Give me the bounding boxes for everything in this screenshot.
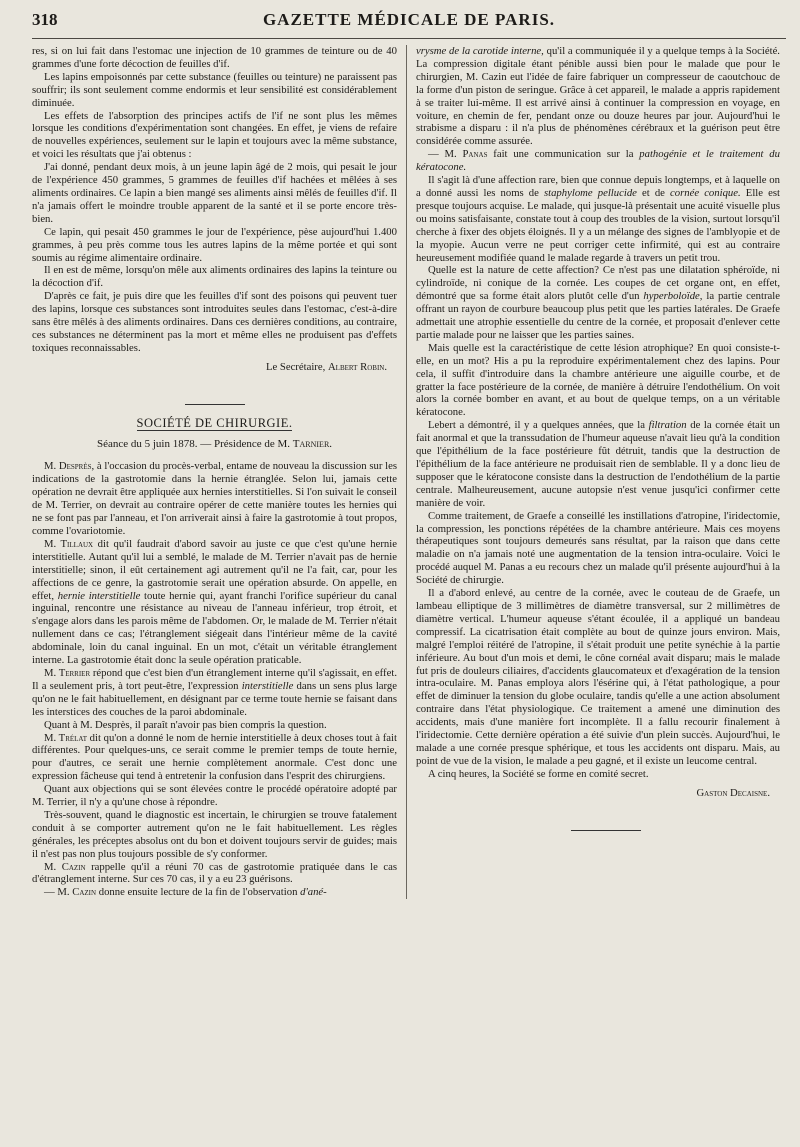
paragraph: Les lapins empoisonnés par cette substance (feuilles ou teinture) ne paraissent pas souffrir; ils sont seulement comme endormis et leur sensibilité est considérablement diminuée.	[32, 70, 397, 109]
paragraph: M. Cazin rappelle qu'il a réuni 70 cas de gastrotomie pratiquée dans le cas d'étranglement interne. Sur ces 70 cas, il y a eu 23 guérisons.	[32, 860, 397, 886]
two-column-body	[32, 45, 786, 899]
paragraph: M. Tillaux dit qu'il faudrait d'abord savoir au juste ce que c'est qu'une hernie interstitielle. Autant qu'il lui a semblé, le malade de M. Terrier n'avait pas de hernie interstitielle; sinon, il eût certainement agi autrement qu'il ne l'a fait, car, pour les affections de ce genre, la gastrotomie serait une opération absurde. On appelle, en effet, hernie interstitielle toute hernie qui, ayant franchi l'orifice supérieur du canal inguinal, rencontre une résistance au niveau de l'anneau inférieur, trop étroit, et s'engage alors dans les parois même de l'abdomen. Or, le malade de M. Terrier n'était nullement dans ce cas; l'étranglement siégeait dans l'intérieur même de la cavité abdominale, loin du canal inguinal. En un mot, c'était un véritable étranglement interne. La gastrotomie était donc la seule opération praticable.	[32, 537, 397, 667]
paragraph: Les effets de l'absorption des principes actifs de l'if ne sont plus les mêmes lorsque les conditions d'expérimentation sont changées. En effet, je viens de refaire de nouvelles expériences, seulement sur le lapin et toujours avec la même substance, et voici les résultats que j'ai obtenus :	[32, 109, 397, 161]
right-column	[406, 45, 780, 899]
author-signature: Gaston Decaisne.	[696, 786, 770, 799]
paragraph: Très-souvent, quand le diagnostic est incertain, le chirurgien se trouve fatalement conduit à se comporter autrement qu'on ne le fait habituellement. Les règles générales, les préceptes absolus ont du bon et doivent toujours servir de guides; mais il n'est pas non plus toujours possible de s'y conformer.	[32, 808, 397, 860]
paragraph: Quant à M. Desprès, il paraît n'avoir pas bien compris la question.	[44, 718, 327, 731]
journal-title: GAZETTE MÉDICALE DE PARIS.	[262, 10, 556, 29]
paragraph: Il s'agit là d'une affection rare, bien que connue depuis longtemps, et à laquelle on a donné aussi les noms de staphylome pellucide et de cornée conique. Elle est presque toujours acquise. Le malade, qui jusque-là présentait une acuité visuelle plus ou moins satisfaisante, constate tout à coup des troubles de la vision, surtout lorsqu'il cherche à fixer des objets éloignés. Il y a un mélange des signes de l'amblyopie et de la myopie. Aucun verre ne peut corriger cette infirmité, qui est au contraire heureusement modifiée quand le malade regarde à travers un petit trou.	[416, 174, 780, 264]
paragraph: Comme traitement, de Graefe a conseillé les instillations d'atropine, l'iridectomie, la compression, les ponctions répétées de la chambre antérieure. Mais ces moyens thérapeutiques sont toujours demeurés sans résultat, par la raison que dans cette maladie on n'a jamais noté une augmentation de la tension intra-oculaire. Voici le procédé auquel M. Panas a eu recours chez un malade qu'il présente aujourd'hui à la Société de chirurgie.	[416, 509, 780, 587]
paragraph: Il en est de même, lorsqu'on mêle aux aliments ordinaires des lapins la teinture ou la décoction d'if.	[32, 264, 397, 290]
paragraph: J'ai donné, pendant deux mois, à un jeune lapin âgé de 2 mois, qui pesait le jour de l'expérience 450 grammes, 5 grammes de feuilles d'if hachées et mêlées à ses aliments ordinaires. Ce lapin a bien mangé ses aliments ainsi mêlés de feuilles d'if. Il n'a jamais offert le moindre trouble apparent de la santé et il se porte encore très-bien.	[32, 161, 397, 225]
paragraph: Lebert a démontré, il y a quelques années, que la filtration de la cornée était un fait anormal et que la transsudation de l'humeur aqueuse n'avait lieu qu'à la condition que l'épithélium de la face postérieure fût détruit, tandis que la destruction de l'épithélium de la face antérieure ne produisait rien de semblable. Il y a donc lieu de supposer que le kératocone consiste dans la destruction de l'endothélium de la partie centrale. Malheureusement, aucune autopsie n'est venue jusqu'ici confirmer cette manière de voir.	[416, 419, 780, 509]
seance-line: Séance du 5 juin 1878. — Présidence de M. Tarnier.	[96, 437, 333, 450]
paragraph: Quelle est la nature de cette affection? Ce n'est pas une dilatation sphéroïde, ni cylindroïde, ni conique de la cornée. Les coupes de cet organe ont, en effet, démontré que sa forme était alors plutôt celle d'un hyperboloïde, la partie centrale offrant un rayon de courbure beaucoup plus petit que les parties latérales. De Graefe admettait une atrophie essentielle du centre de la cornée, et proposait d'enlever cette partie malade pour ne laisser que les parties saines.	[416, 264, 780, 341]
page-header	[32, 10, 786, 39]
paragraph: vrysme de la carotide interne, qu'il a communiquée il y a quelque temps à la Société. La compression digitale étant pénible aussi bien pour le malade que pour le chirurgien, M. Cazin eut l'idée de faire fabriquer un compresseur de caoutchouc de la forme d'un piston de seringue. Grâce à cet appareil, le malade a appris rapidement à se traiter lui-même. Il est arrivé ainsi à continuer la compression en voyage, en voiture, en chemin de fer, pendant onze ou douze heures par jour. Aujourd'hui le strabisme a disparu : il n'a plus de phénomènes cérébraux et la guérison peut être considérée comme assurée.	[416, 45, 780, 148]
end-divider	[571, 830, 641, 831]
section-divider	[185, 404, 245, 405]
secretary-signature: Le Secrétaire, Albert Robin.	[265, 360, 387, 373]
paragraph: — M. Cazin donne ensuite lecture de la fin de l'observation d'ané-	[44, 886, 327, 899]
paragraph: A cinq heures, la Société se forme en comité secret.	[428, 767, 649, 780]
paragraph: D'après ce fait, je puis dire que les feuilles d'if sont des poisons qui peuvent tuer des lapins, lorsque ces substances sont introduites seules dans l'estomac, c'est-à-dire sans être mêlés à des aliments ordinaires. Dans ces dernières conditions, au contraire, ces substances ne déterminent pas la mort et même elles ne produisent pas d'effets toxiques reconnaissables.	[32, 290, 397, 354]
paragraph: Il a d'abord enlevé, au centre de la cornée, avec le couteau de de Graefe, un lambeau elliptique de 3 millimètres de diamètre transversal, sur 2 millimètres de diamètre vertical. L'humeur aqueuse s'étant écoulée, il a appliqué un bandeau compressif. La cicatrisation était complète au bout de quinze jours environ. Mais, malgré l'emploi réitéré de l'atropine, il s'était produit une petite synéchie à la partie inférieure. Au bout d'un mois et demi, le cône cornéal avait disparu; mais le malade fut pris de douleurs ciliaires, d'accidents glaucomateux et d'exagération de la tension intra-oculaire. M. Panas employa alors l'ésérine qui, à l'état pathologique, a pour effet de diminuer la tension du globe oculaire, tandis qu'elle a une action absolument contraire dans l'état physiologique. Ce traitement a amené une diminution des accidents, mais d'une manière fort incomplète. Il a fallu recourir finalement à l'iridectomie. Cette dernière opération a été suivie d'un plein succès. Aujourd'hui, le malade a une cornée presque sphérique, et tous les accidents ont disparu. Mais, au point de vue de la vision, le malade a peu gagné, et il existe un leucome central.	[416, 587, 780, 767]
paragraph: res, si on lui fait dans l'estomac une injection de 10 grammes de teinture ou de 40 grammes d'une forte décoction de feuilles d'if.	[32, 45, 397, 70]
paragraph: Quant aux objections qui se sont élevées contre le procédé opératoire adopté par M. Terrier, il n'y a qu'une chose à répondre.	[32, 783, 397, 809]
paragraph: Mais quelle est la caractéristique de cette lésion atrophique? En quoi consiste-t-elle, en un mot? His a pu la reproduire expérimentalement chez des lapins. Pour cela, il suffit d'introduire dans la chambre antérieure une aiguille courbe, et de gratter la face postérieure de la cornée, de manière à détruire l'endothélium. On voit alors la cornée bomber en avant, et au bout de quelque temps, on a un véritable kératocone.	[416, 341, 780, 419]
page-number: 318	[32, 10, 58, 29]
paragraph: Ce lapin, qui pesait 450 grammes le jour de l'expérience, pèse aujourd'hui 1.400 grammes, à peu près comme tous les autres lapins de la même portée et qui sont soumis au régime alimentaire ordinaire.	[32, 225, 397, 264]
paragraph: M. Desprès, à l'occasion du procès-verbal, entame de nouveau la discussion sur les indications de la gastrotomie dans la hernie étranglée. Selon lui, jamais cette opération ne devrait être appliquée aux hernies interstitielles. Si l'on suivait le conseil de M. Terrier, on devrait au contraire opérer de cette manière toutes les hernies qui ne se font pas par l'anneau, et l'on arriverait ainsi à faire la gastrotomie à tout propos, comme l'ovariotomie.	[32, 460, 397, 537]
paragraph: M. Terrier répond que c'est bien d'un étranglement interne qu'il s'agissait, en effet. Il a seulement pris, à tort peut-être, l'expression interstitielle dans un sens plus large qu'on ne le fait habituellement, en désignant par ce terme toute hernie se faisant dans les interstices des couches de la paroi abdominale.	[32, 666, 397, 718]
paragraph: M. Trélat dit qu'on a donné le nom de hernie interstitielle à deux choses tout à fait différentes. Pour quelques-uns, ce serait comme le premier temps de toute hernie, pour d'autres, ce serait une hernie complètement anormale. C'est donc une expression fâcheuse qui tend à entretenir la confusion dans l'esprit des chirurgiens.	[32, 731, 397, 783]
paragraph: — M. Panas fait une communication sur la pathogénie et le traitement du kératocone.	[416, 148, 780, 174]
left-column	[32, 45, 406, 899]
section-title: SOCIÉTÉ DE CHIRURGIE.	[136, 415, 293, 430]
